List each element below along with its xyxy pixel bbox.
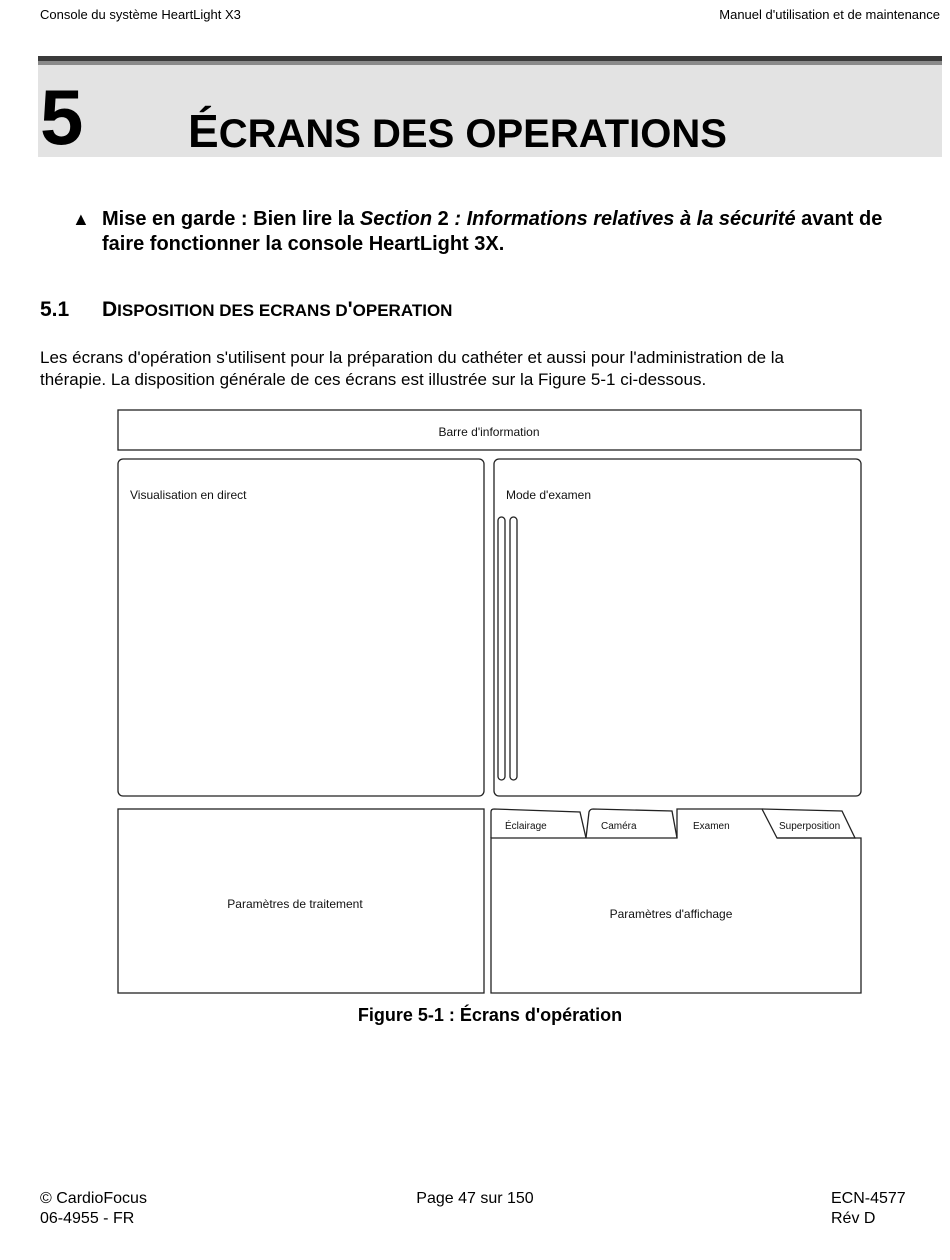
section-number: 5.1 [40, 298, 70, 321]
section-title: DISPOSITION DES ECRANS D'OPERATION [102, 298, 453, 321]
footer-right [831, 1189, 906, 1229]
display-params-box [491, 809, 861, 993]
scrollbar-track-1 [498, 517, 505, 780]
scrollbar-track-2 [510, 517, 517, 780]
info-bar-label: Barre d'information [438, 425, 540, 439]
chapter-title-initial: É [188, 105, 219, 157]
section-reference: Section [359, 208, 433, 230]
tab-examen-label: Examen [693, 821, 730, 832]
running-header-left: Console du système HeartLight X3 [40, 7, 241, 22]
warning-notice [72, 207, 922, 257]
tab-eclairage-label: Éclairage [505, 821, 547, 832]
footer-revision: Rév D [831, 1210, 876, 1227]
footer-doc-number: 06-4955 - FR [40, 1210, 135, 1227]
tab-superposition-label: Superposition [779, 821, 841, 832]
footer-ecn: ECN-4577 [831, 1190, 906, 1207]
live-view-box [118, 459, 484, 796]
footer-copyright: © CardioFocus [40, 1190, 147, 1207]
running-header-right: Manuel d'utilisation et de maintenance [719, 7, 940, 22]
body-paragraph: Les écrans d'opération s'utilisent pour la préparation du cathéter et aussi pour l'administration de la thérapie. La disposition générale de ces écrans est illustrée sur la Figure 5-1 ci-dessous. [40, 348, 785, 389]
operation-screens-figure [112, 405, 868, 1000]
section-reference-title: : Informations relatives à la sécurité [454, 208, 796, 230]
figure-caption: Figure 5-1 : Écrans d'opération [357, 1005, 623, 1025]
warning-triangle-icon: ▲ [72, 209, 90, 229]
tab-camera-label: Caméra [601, 821, 637, 832]
treatment-params-label: Paramètres de traitement [227, 897, 363, 911]
footer-page-number: Page 47 sur 150 [416, 1190, 534, 1207]
exam-mode-box [494, 459, 861, 796]
chapter-title [188, 106, 727, 159]
chapter-title-rest: CRANS DES OPERATIONS [218, 112, 727, 156]
display-params-label: Paramètres d'affichage [609, 907, 733, 921]
chapter-number: 5 [40, 73, 84, 161]
exam-mode-label: Mode d'examen [506, 488, 592, 502]
warning-text: Mise en garde : Bien lire la Section 2 : Informations relatives à la sécurité avant de faire fonctionner la console HeartLight 3X. [102, 208, 883, 255]
live-view-label: Visualisation en direct [130, 488, 247, 502]
